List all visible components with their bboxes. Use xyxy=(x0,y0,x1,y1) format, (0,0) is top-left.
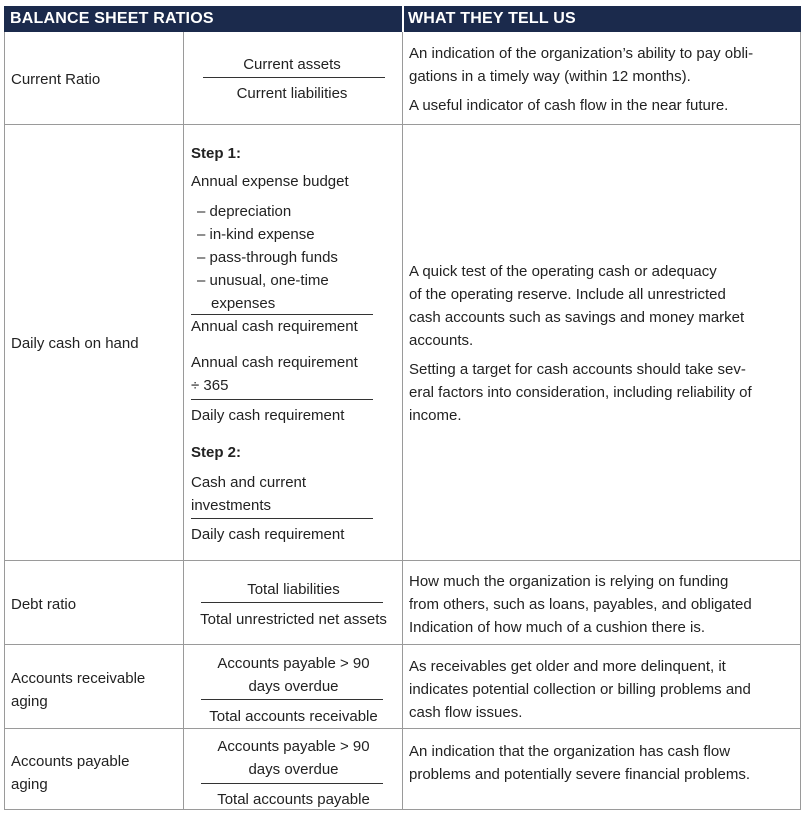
header-divider xyxy=(402,6,404,32)
row-divider xyxy=(5,728,800,729)
debt-ratio-desc-line: Indication of how much of a cushion there is. xyxy=(409,619,706,636)
deduction-item: – pass-through funds xyxy=(197,249,338,266)
daily-cash-desc-line: A quick test of the operating cash or adequacy xyxy=(409,263,717,280)
ap-denominator: Total accounts payable xyxy=(217,791,370,808)
deduction-item: – depreciation xyxy=(197,203,292,220)
daily-cash-requirement-2: Daily cash requirement xyxy=(191,526,345,543)
fraction-line xyxy=(201,783,383,784)
ar-desc-line: As receivables get older and more delinquent, it xyxy=(409,658,726,675)
row-divider xyxy=(5,644,800,645)
fraction-line xyxy=(191,518,373,519)
row-name-ap-aging: Accounts payable xyxy=(11,753,130,770)
ar-numerator-2: days overdue xyxy=(248,678,339,695)
ar-desc-line: cash flow issues. xyxy=(409,704,523,721)
ap-numerator: Accounts payable > 90 xyxy=(217,738,370,755)
header-ratios: BALANCE SHEET RATIOS xyxy=(10,10,214,27)
row-name-current-ratio: Current Ratio xyxy=(11,71,101,88)
ratios-table xyxy=(4,6,801,811)
fraction-line xyxy=(201,602,383,603)
ar-numerator: Accounts payable > 90 xyxy=(217,655,370,672)
debt-ratio-denominator: Total unrestricted net assets xyxy=(200,611,387,628)
row-name-ar-aging: Accounts receivable xyxy=(11,670,146,687)
cash-and-current: Cash and current xyxy=(191,474,307,491)
current-ratio-desc-line: gations in a timely way (within 12 months). xyxy=(409,68,691,85)
fraction-line xyxy=(201,699,383,700)
row-name-daily-cash: Daily cash on hand xyxy=(11,335,139,352)
ap-numerator-2: days overdue xyxy=(248,761,339,778)
daily-cash-desc-line: cash accounts such as savings and money market xyxy=(409,309,745,326)
deduction-item: – in-kind expense xyxy=(197,226,315,243)
header-what-they-tell-us: WHAT THEY TELL US xyxy=(408,10,576,27)
divide-by-365: ÷ 365 xyxy=(191,377,229,394)
row-divider xyxy=(5,560,800,561)
row-divider xyxy=(5,124,800,125)
row-name-ar-aging-2: aging xyxy=(11,693,48,710)
daily-cash-desc-line: of the operating reserve. Include all unrestricted xyxy=(409,286,726,303)
step-1-label: Step 1: xyxy=(191,145,242,162)
table-body xyxy=(4,32,801,810)
row-name-debt-ratio: Debt ratio xyxy=(11,596,77,613)
current-ratio-numerator: Current assets xyxy=(243,56,341,73)
column-divider xyxy=(402,32,403,809)
deduction-item: – unusual, one-time xyxy=(197,272,329,289)
ap-desc-line: problems and potentially severe financial problems. xyxy=(409,766,751,783)
annual-expense-budget: Annual expense budget xyxy=(191,173,349,190)
ar-desc-line: indicates potential collection or billing problems and xyxy=(409,681,751,698)
annual-cash-requirement-2: Annual cash requirement xyxy=(191,354,358,371)
debt-ratio-numerator: Total liabilities xyxy=(247,581,340,598)
deduction-item: expenses xyxy=(211,295,276,312)
investments: investments xyxy=(191,497,272,514)
daily-cash-desc-line: income. xyxy=(409,407,462,424)
column-divider xyxy=(183,32,184,809)
daily-cash-desc-line: accounts. xyxy=(409,332,474,349)
ap-desc-line: An indication that the organization has cash flow xyxy=(409,743,731,760)
step-2-label: Step 2: xyxy=(191,444,242,461)
fraction-line xyxy=(191,399,373,400)
current-ratio-desc-line: A useful indicator of cash flow in the near future. xyxy=(409,97,729,114)
annual-cash-requirement: Annual cash requirement xyxy=(191,318,358,335)
debt-ratio-desc-line: from others, such as loans, payables, and obligated xyxy=(409,596,752,613)
current-ratio-denominator: Current liabilities xyxy=(236,85,348,102)
daily-cash-desc-line: eral factors into consideration, including reliability of xyxy=(409,384,752,401)
debt-ratio-desc-line: How much the organization is relying on funding xyxy=(409,573,729,590)
ar-denominator: Total accounts receivable xyxy=(209,708,378,725)
table-header xyxy=(4,6,801,32)
daily-cash-requirement: Daily cash requirement xyxy=(191,407,345,424)
daily-cash-desc-line: Setting a target for cash accounts should take sev- xyxy=(409,361,746,378)
current-ratio-desc-line: An indication of the organization’s ability to pay obli- xyxy=(409,45,754,62)
row-name-ap-aging-2: aging xyxy=(11,776,48,793)
fraction-line xyxy=(203,77,385,78)
